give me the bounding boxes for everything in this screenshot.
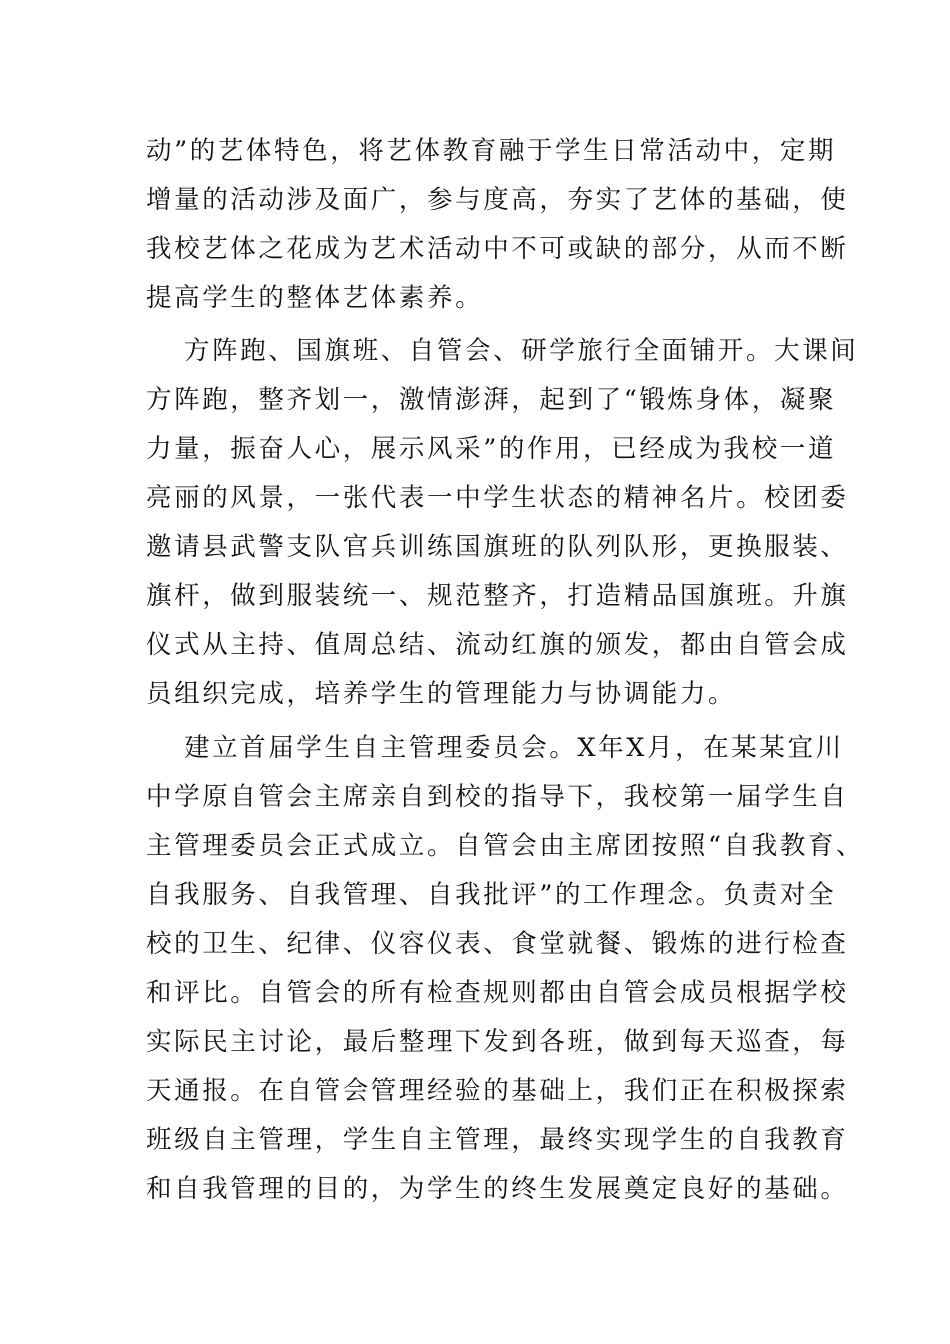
text-line: 和自我管理的目的，为学生的终生发展奠定良好的基础。 [146,1174,849,1204]
text-line: 旗杆，做到服装统一、规范整齐，打造精品国旗班。升旗 [146,581,849,611]
paragraph-self-management [146,724,865,1214]
paragraph-continuation [146,127,849,323]
text-line: 校的卫生、纪律、仪容仪表、食堂就餐、锻炼的进行检查 [146,929,849,959]
text-line: 自我服务、自我管理、自我批评”的工作理念。负责对全 [146,880,837,910]
text-line: 建立首届学生自主管理委员会。X年X月，在某某宜川 [184,733,844,763]
text-line: 动”的艺体特色，将艺体教育融于学生日常活动中，定期 [146,136,837,166]
text-line: 亮丽的风景，一张代表一中学生状态的精神名片。校团委 [146,483,849,513]
text-line: 方阵跑、国旗班、自管会、研学旅行全面铺开。大课间 [184,336,859,366]
text-line: 员组织完成，培养学生的管理能力与协调能力。 [146,679,737,709]
text-line: 邀请县武警支队官兵训练国旗班的队列队形，更换服装、 [146,532,849,562]
text-line: 班级自主管理，学生自主管理，最终实现学生的自我教育 [146,1125,849,1155]
text-line: 实际民主讨论，最后整理下发到各班，做到每天巡查，每 [146,1027,849,1057]
text-line: 天通报。在自管会管理经验的基础上，我们正在积极探索 [146,1076,849,1106]
text-line: 中学原自管会主席亲自到校的指导下，我校第一届学生自 [146,782,849,812]
text-line: 增量的活动涉及面广，参与度高，夯实了艺体的基础，使 [146,185,849,215]
text-line: 方阵跑，整齐划一，激情澎湃，起到了“锻炼身体，凝聚 [146,385,837,415]
text-line: 我校艺体之花成为艺术活动中不可或缺的部分，从而不断 [146,234,849,264]
paragraph-activities [146,327,859,719]
text-line: 仪式从主持、值周总结、流动红旗的颁发，都由自管会成 [146,630,849,660]
text-line: 和评比。自管会的所有检查规则都由自管会成员根据学校 [146,978,849,1008]
text-line: 主管理委员会正式成立。自管会由主席团按照“自我教育、 [146,831,865,861]
text-line: 力量，振奋人心，展示风采”的作用，已经成为我校一道 [146,434,837,464]
text-line: 提高学生的整体艺体素养。 [146,283,484,313]
